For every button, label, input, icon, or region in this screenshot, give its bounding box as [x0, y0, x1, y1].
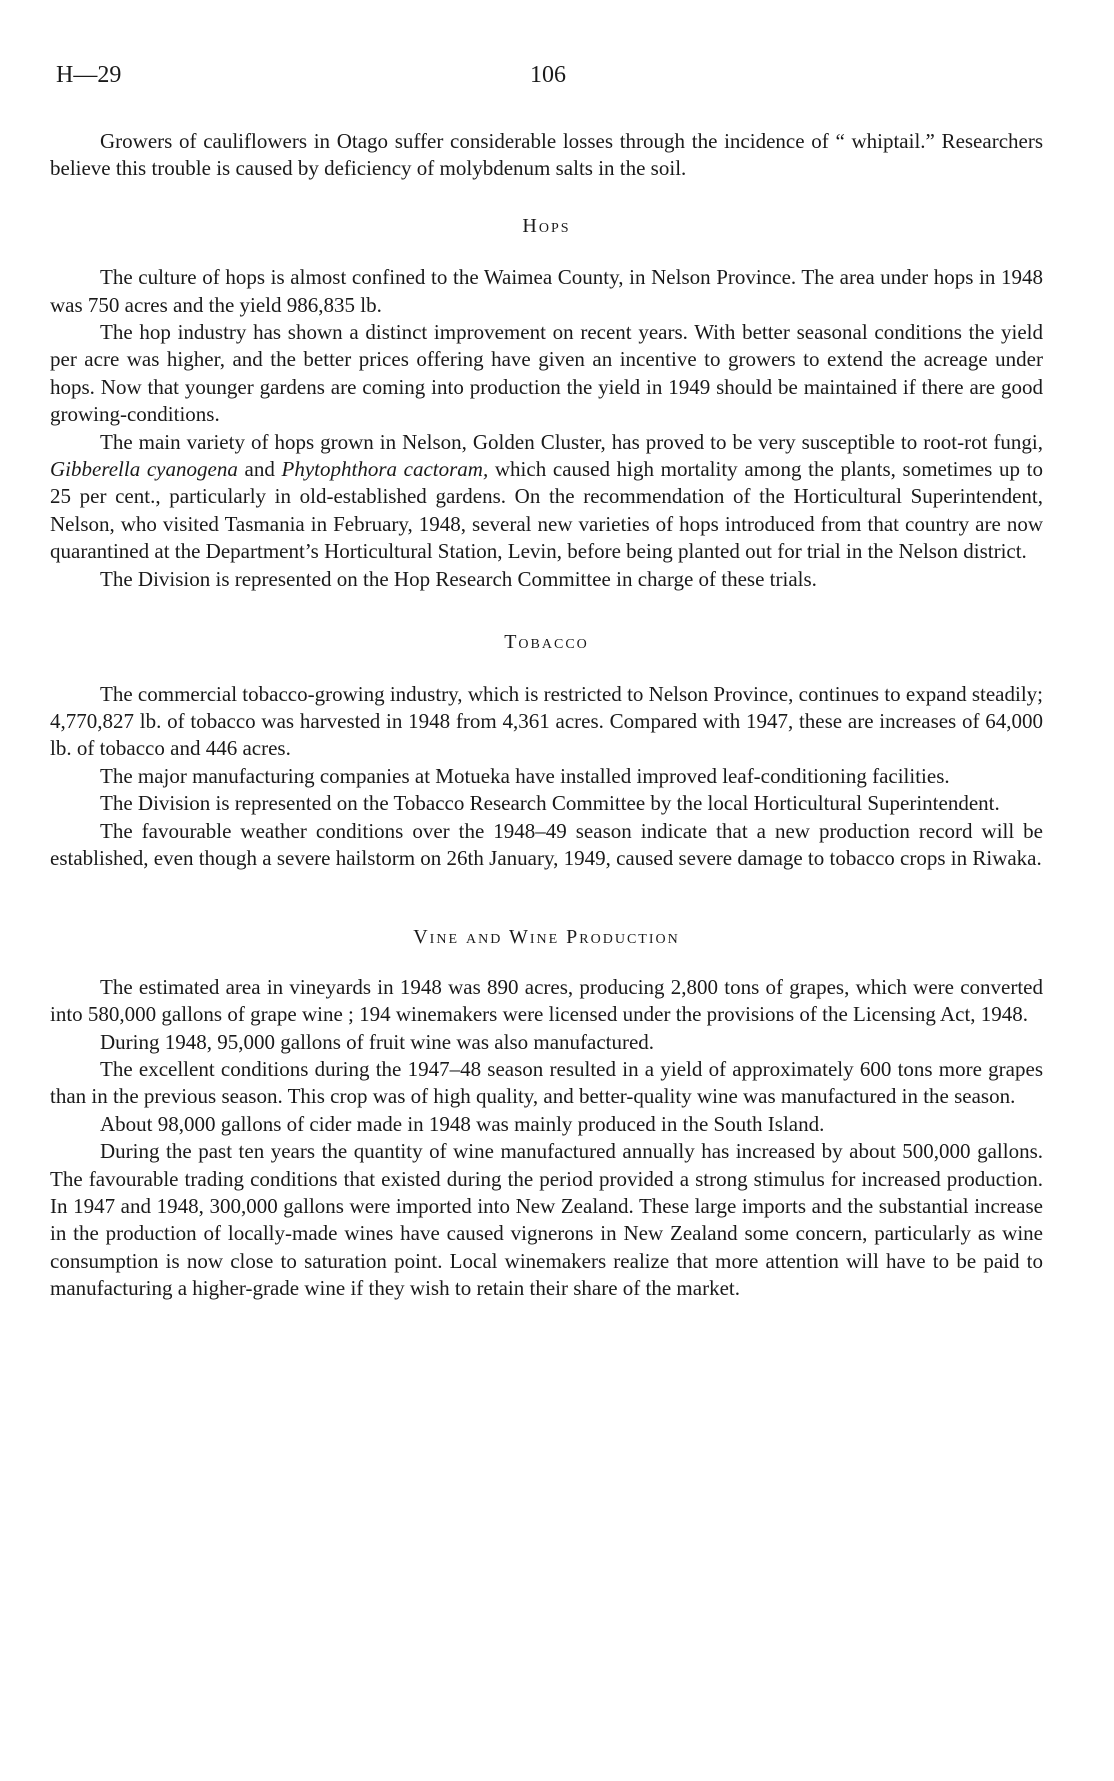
tobacco-paragraph-4: The favourable weather conditions over the 1948–49 season indicate that a new production record will be established, even though a severe hailstorm on 26th January, 1949, caused severe damage to tobacco crops in Riwaka. [50, 818, 1043, 870]
section-heading-tobacco: Tobacco [504, 631, 589, 654]
vine-paragraph-4: About 98,000 gallons of cider made in 1948 was mainly produced in the South Island. [100, 1111, 825, 1136]
hops-paragraph-1: The culture of hops is almost confined to the Waimea County, in Nelson Province. The area under hops in 1948 was 750 acres and the yield 986,835 lb. [50, 265, 1043, 317]
hops-paragraph-4: The Division is represented on the Hop Research Committee in charge of these trials. [100, 566, 817, 591]
hops-paragraph-3 [50, 429, 1043, 566]
document-body [50, 128, 1043, 1303]
species-name-gibberella: Gibberella cyanogena [50, 457, 238, 482]
section-heading-hops: Hops [522, 214, 571, 237]
hops-paragraph-3-part-b: and [244, 457, 275, 482]
vine-paragraph-1: The estimated area in vineyards in 1948 was 890 acres, producing 2,800 tons of grapes, which were converted into 580,000 gallons of grape wine ; 194 winemakers were licensed under the provisions of the Licensing Act, 1948. [50, 974, 1043, 1027]
hops-paragraph-3-part-a: The main variety of hops grown in Nelson, Golden Cluster, has proved to be very susceptible to root-rot fungi, [100, 429, 1043, 454]
document-page [50, 62, 1043, 1303]
vine-paragraph-5: During the past ten years the quantity of wine manufactured annually has increased by about 500,000 gallons. The favourable trading conditions that existed during the period provided a strong stimulus for increased production. In 1947 and 1948, 300,000 gallons were imported into New Zealand. These large imports and the substantial increase in the production of locally-made wines have caused vignerons in New Zealand some concern, particularly as wine consumption is now close to saturation point. Local winemakers realize that more attention will have to be paid to manufacturing a higher-grade wine if they wish to retain their share of the market. [50, 1139, 1043, 1301]
page-number: 106 [530, 62, 566, 88]
section-heading-vine-and-wine: Vine and Wine Production [413, 926, 680, 949]
hops-paragraph-2: The hop industry has shown a distinct improvement on recent years. With better seasonal conditions the yield per acre was higher, and the better prices offering have given an incentive to growers to extend the acreage under hops. Now that younger gardens are coming into production the yield in 1949 should be maintained if there are good growing-conditions. [50, 320, 1043, 427]
tobacco-paragraph-3: The Division is represented on the Tobacco Research Committee by the local Horticultural Superintendent. [100, 791, 1000, 816]
intro-paragraph: Growers of cauliflowers in Otago suffer considerable losses through the incidence of “ whiptail.” Researchers believe this trouble is caused by deficiency of molybdenum salts in the soil. [50, 129, 1043, 181]
tobacco-paragraph-1: The commercial tobacco-growing industry, which is restricted to Nelson Province, continues to expand steadily; 4,770,827 lb. of tobacco was harvested in 1948 from 4,361 acres. Compared with 1947, these are increases of 64,000 lb. of tobacco and 446 acres. [50, 681, 1043, 761]
vine-paragraph-2: During 1948, 95,000 gallons of fruit wine was also manufactured. [100, 1029, 655, 1054]
page-header [50, 62, 1043, 102]
vine-paragraph-3: The excellent conditions during the 1947–48 season resulted in a yield of approximately 600 tons more grapes than in the previous season. This crop was of high quality, and better-quality wine was manufactured in the season. [50, 1056, 1043, 1109]
species-name-phytophthora: Phytophthora cactoram, [281, 457, 489, 482]
document-code: H—29 [56, 62, 122, 88]
tobacco-paragraph-2: The major manufacturing companies at Motueka have installed improved leaf-conditioning facilities. [100, 763, 950, 788]
hops-paragraph-3-part-c: which caused high mortality among the plants, sometimes up to 25 per cent., particularly in old-established gardens. On the recommendation of the Horticultural Superintendent, Nelson, who visited Tasmania in February, 1948, several new varieties of hops introduced from that country are now quarantined at the Department’s Horticultural Station, Levin, before being planted out for trial in the Nelson district. [50, 457, 1044, 564]
